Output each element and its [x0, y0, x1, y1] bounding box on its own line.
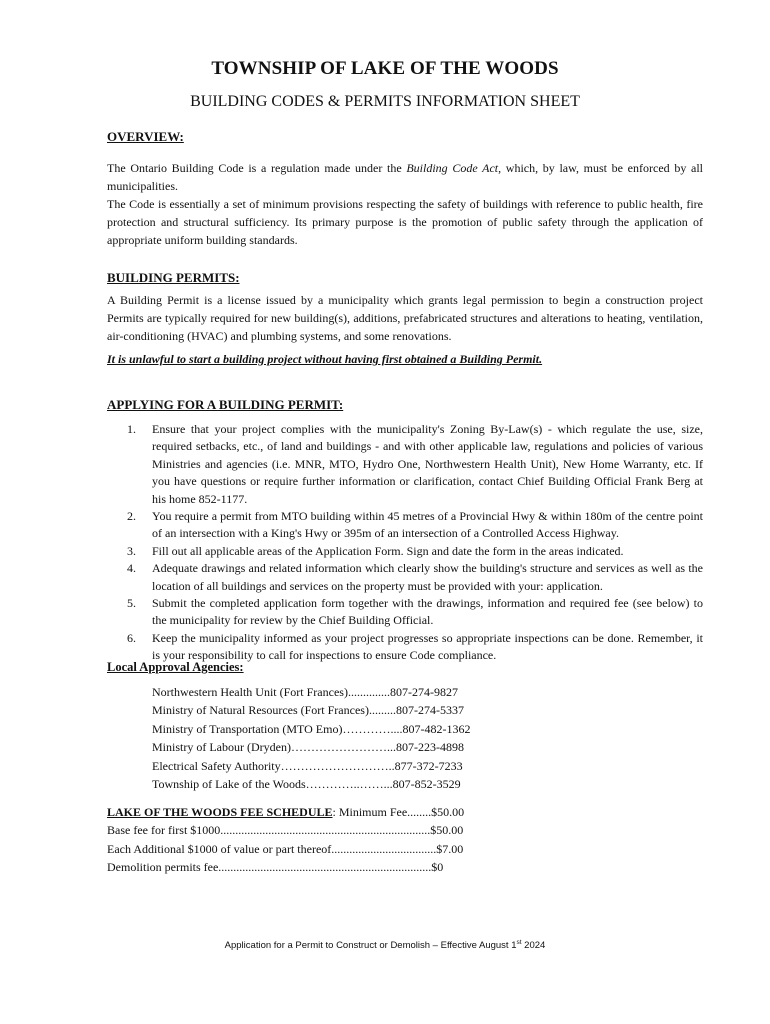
page-title: TOWNSHIP OF LAKE OF THE WOODS [211, 58, 559, 79]
step-text: You require a permit from MTO building within 45 metres of a Provincial Hwy & within 180m of the centre point of an intersection with a King's Hwy or 395m of an intersection of a Controlled Access Highway. [152, 509, 703, 541]
agency-item: Ministry of Natural Resources (Fort Frances).........807-274-5337 [152, 703, 464, 718]
overview-heading: OVERVIEW: [107, 129, 184, 144]
agency-item: Electrical Safety Authority………………………..877-372-7233 [152, 758, 463, 773]
application-step [107, 543, 703, 560]
application-step [107, 595, 703, 630]
agency-item: Ministry of Labour (Dryden)……………………...807-223-4898 [152, 740, 464, 755]
step-number: 5. [127, 596, 136, 611]
agency-item: Township of Lake of the Woods…………..……...807-852-3529 [152, 777, 461, 792]
page-footer [0, 939, 770, 951]
agency-item: Northwestern Health Unit (Fort Frances)..............807-274-9827 [152, 685, 458, 699]
minimum-fee: : Minimum Fee........$50.00 [332, 805, 465, 819]
fee-schedule-title [107, 803, 464, 821]
overview-paragraph [107, 159, 703, 249]
agency-item: Ministry of Transportation (MTO Emo)…………....807-482-1362 [152, 721, 471, 736]
overview-text-end: , which, by law, must be enforced by all municipalities. [107, 161, 703, 193]
footer-superscript: st [516, 939, 522, 946]
step-text: Keep the municipality informed as your project progresses so appropriate inspections can be done. Remember, it is your responsibility to call for inspections to ensure Code compliance. [152, 630, 703, 663]
fee-line: Demolition permits fee.......................................................................$0 [107, 859, 444, 874]
fee-schedule-heading: LAKE OF THE WOODS FEE SCHEDULE [107, 805, 333, 819]
step-text: Fill out all applicable areas of the Application Form. Sign and date the form in the areas indicated. [152, 543, 624, 558]
application-step [107, 560, 703, 595]
application-steps [107, 421, 703, 665]
applying-heading: APPLYING FOR A BUILDING PERMIT: [107, 397, 344, 412]
step-text: Ensure that your project complies with the municipality's Zoning By-Law(s) - which regulate the use, size, required setbacks, etc., of land and buildings - and with other applicable law, regulations and policies of various Ministries and agencies (i.e. MNR, MTO, Hydro One, Northwestern Health Unit), New Home Warranty, etc. If you have questions or require further information or clarification, contact Chief Building Official Frank Berg at his home 852-1177. [152, 422, 703, 506]
page-subtitle: BUILDING CODES & PERMITS INFORMATION SHEET [190, 93, 580, 110]
fee-line: Each Additional $1000 of value or part thereof...................................$7.00 [107, 841, 464, 856]
application-step [107, 508, 703, 543]
step-number: 2. [127, 509, 136, 524]
fee-lines [107, 821, 464, 876]
building-code-act: Building Code Act [406, 161, 499, 175]
agency-list [152, 683, 470, 793]
step-number: 4. [127, 561, 136, 576]
overview-text-start: The Ontario Building Code is a regulation made under the [107, 161, 407, 175]
fee-line: Base fee for first $1000......................................................................$50.00 [107, 823, 464, 838]
overview-purpose: The Code is essentially a set of minimum provisions respecting the safety of buildings with reference to public health, fire protection and structural sufficiency. Its primary purpose is the promotion of public safety through the application of appropriate uniform building standards. [107, 197, 703, 247]
step-text: Adequate drawings and related information which clearly show the building's structure and services as well as the location of all buildings and services on the property must be provided with your: application. [152, 561, 703, 593]
step-number: 6. [127, 630, 136, 645]
application-step [107, 421, 703, 508]
step-number: 1. [127, 422, 136, 436]
footer-year: 2024 [521, 940, 546, 952]
step-text: Submit the completed application form together with the drawings, information and required fee (see below) to the municipality for review by the Chief Building Official. [152, 596, 703, 628]
permits-heading: BUILDING PERMITS: [107, 270, 240, 285]
step-number: 3. [127, 543, 136, 558]
permits-paragraph: A Building Permit is a license issued by a municipality which grants legal permission to begin a construction project Permits are typically required for new building(s), additions, prefabricated structures and alterations to heating, ventilation, air-conditioning (HVAC) and plumbing systems, and some renovations. [107, 293, 703, 343]
fee-schedule [107, 803, 464, 876]
footer-text: Application for a Permit to Construct or Demolish – Effective August 1 [224, 940, 517, 952]
permit-warning: It is unlawful to start a building project without having first obtained a Building Permit. [107, 352, 543, 366]
agencies-heading: Local Approval Agencies: [107, 660, 244, 674]
